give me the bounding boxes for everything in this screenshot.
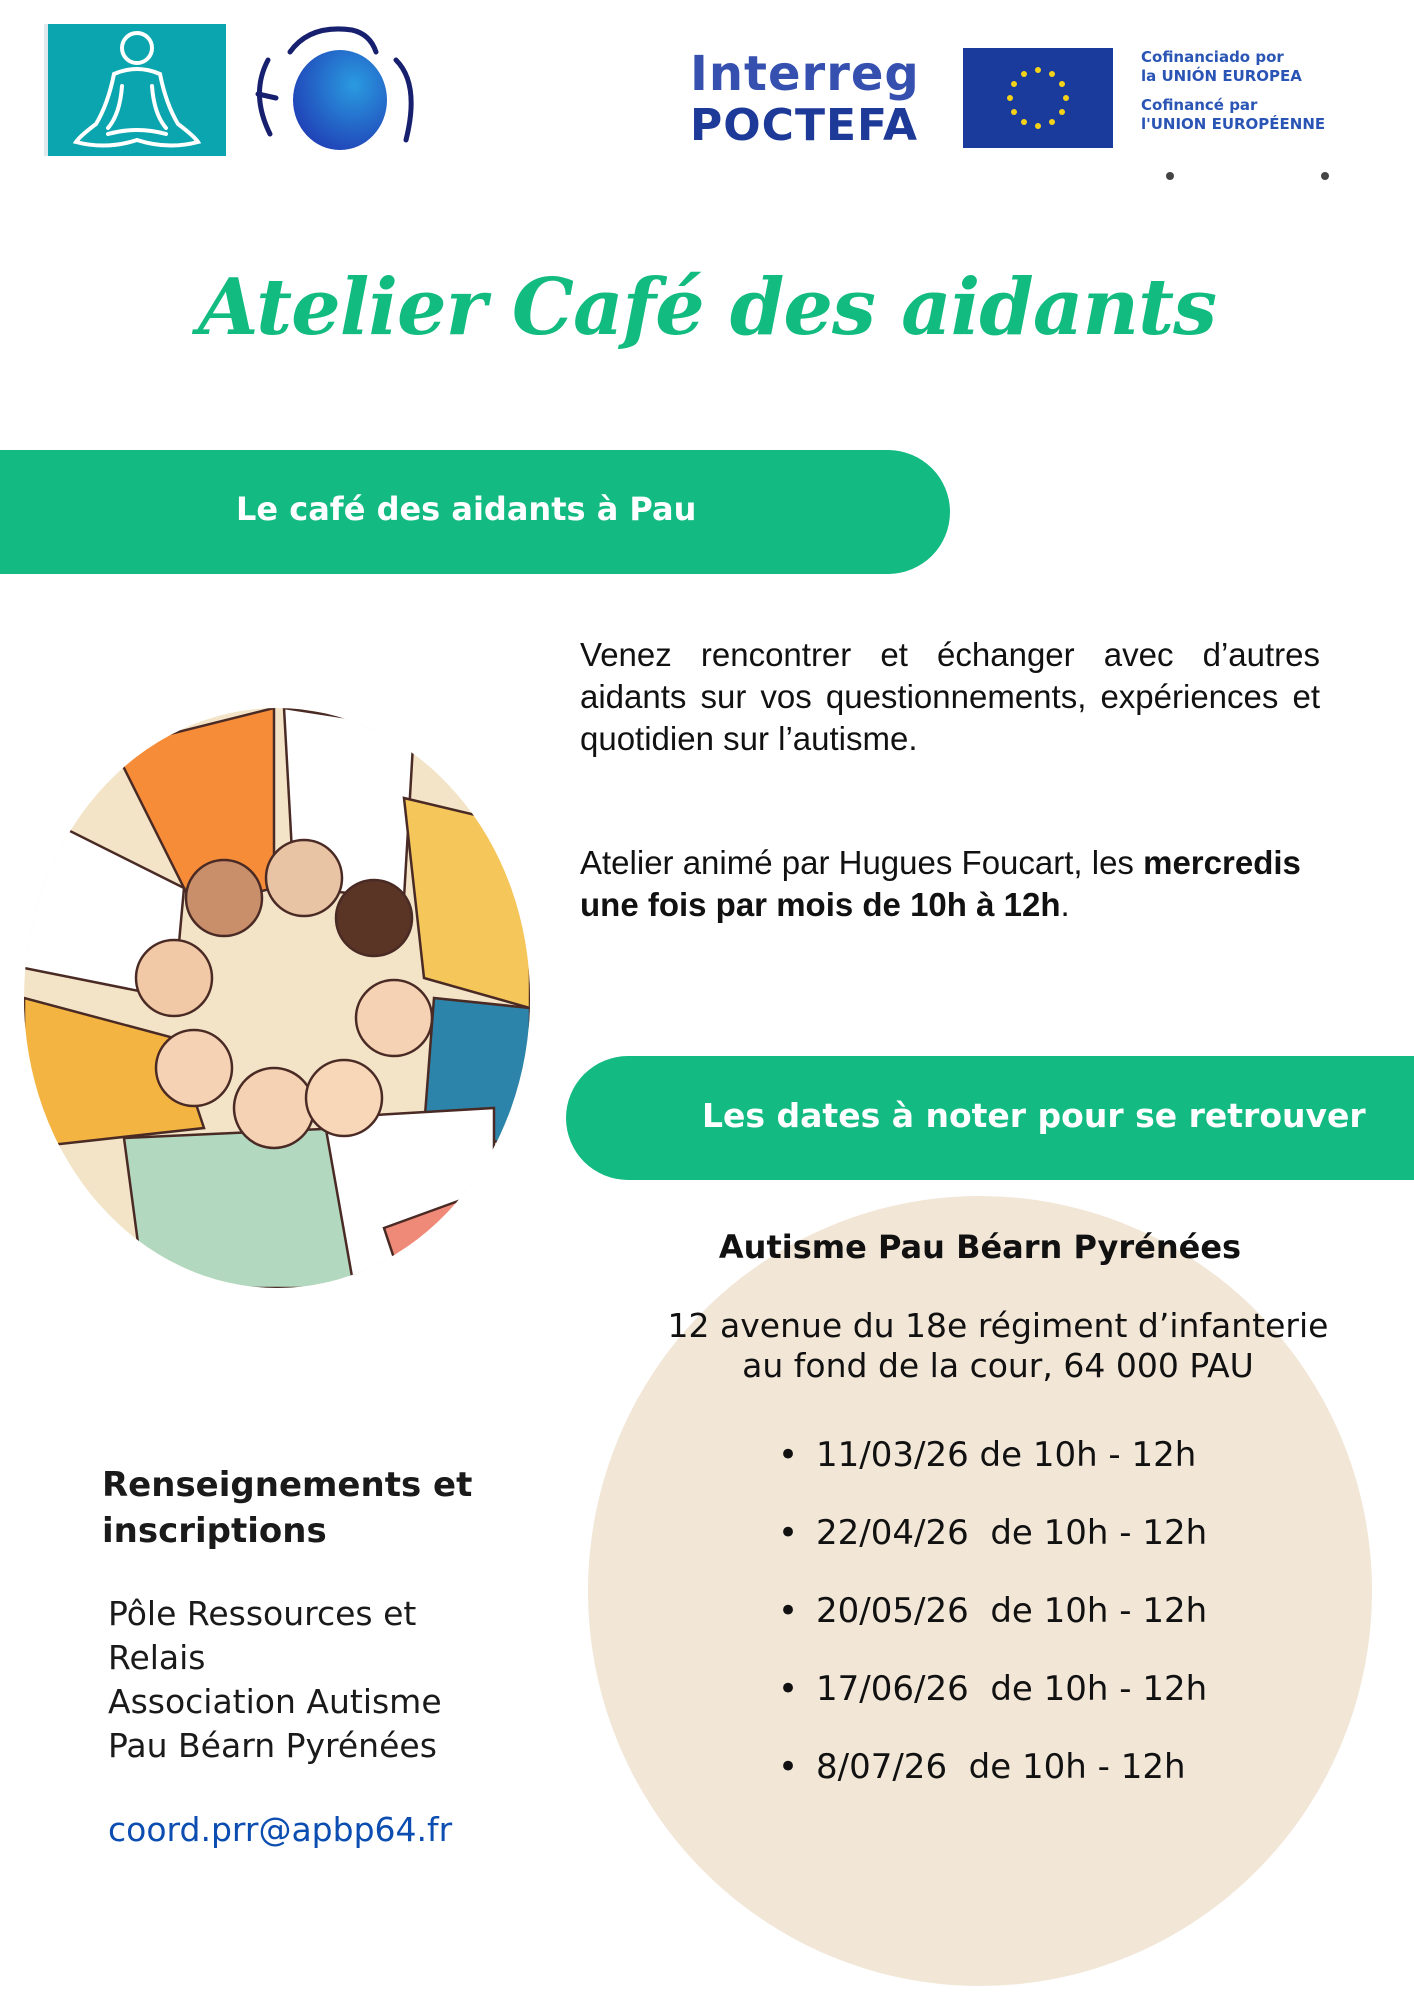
eu-text-es-2: la UNIÓN EUROPEA	[1141, 67, 1302, 85]
contact-line: Pôle Ressources et	[108, 1594, 417, 1633]
interreg-label: Interreg	[690, 46, 920, 102]
date-item: • 17/06/26 de 10h - 12h	[778, 1664, 1207, 1742]
decorative-dot	[1321, 172, 1329, 180]
meditation-figure-icon	[48, 24, 226, 156]
contact-heading-line-2: inscriptions	[102, 1511, 327, 1551]
date-item: • 22/04/26 de 10h - 12h	[778, 1508, 1207, 1586]
contact-email-link[interactable]: coord.prr@apbp64.fr	[108, 1810, 453, 1849]
date-item: • 11/03/26 de 10h - 12h	[778, 1430, 1207, 1508]
globe-logo	[240, 24, 446, 156]
interreg-poctefa-logo	[690, 48, 920, 152]
dates-list	[778, 1430, 1207, 1820]
eu-cofunding-text	[1141, 48, 1325, 134]
schedule-period: .	[1060, 886, 1070, 923]
decorative-dot	[1166, 172, 1174, 180]
eu-text-fr-2: l'UNION EUROPÉENNE	[1141, 115, 1326, 133]
section-banner-label: Le café des aidants à Pau	[236, 490, 697, 528]
contact-line: Association Autisme	[108, 1682, 442, 1721]
contact-heading	[102, 1462, 472, 1554]
contact-line: Pau Béarn Pyrénées	[108, 1726, 437, 1765]
date-item: • 8/07/26 de 10h - 12h	[778, 1742, 1207, 1820]
meditation-logo	[44, 24, 226, 156]
section-banner-label: Les dates à noter pour se retrouver	[702, 1096, 1366, 1135]
schedule-highlight: mercredis une fois par mois de 10h à 12h	[580, 844, 1301, 923]
eu-stars-icon	[963, 48, 1113, 148]
address-line-2: au fond de la cour, 64 000 PAU	[742, 1346, 1254, 1385]
address-line-1: 12 avenue du 18e régiment d’infanterie	[667, 1306, 1329, 1345]
schedule-text: Atelier animé par Hugues Foucart, les	[580, 844, 1144, 881]
venue-address	[588, 1306, 1408, 1386]
globe-dolphins-icon	[240, 24, 446, 156]
eu-text-es-1: Cofinanciado por	[1141, 48, 1284, 66]
contact-heading-line-1: Renseignements et	[102, 1465, 473, 1505]
contact-organization	[108, 1592, 442, 1768]
intro-paragraph: Venez rencontrer et échanger avec d’autres aidants sur vos questionnements, expériences et quotidien sur l’autisme.	[580, 636, 1320, 757]
people-circle-illustration	[24, 708, 530, 1288]
schedule-paragraph	[580, 842, 1320, 926]
section-banner-cafe-pau	[0, 450, 950, 574]
poctefa-label: POCTEFA	[690, 100, 919, 151]
venue-name: Autisme Pau Béarn Pyrénées	[718, 1228, 1242, 1266]
page-title: Atelier Café des aidants	[197, 262, 1217, 353]
group-of-people-icon	[24, 708, 530, 1288]
date-item: • 20/05/26 de 10h - 12h	[778, 1586, 1207, 1664]
contact-line: Relais	[108, 1638, 206, 1677]
section-banner-dates	[566, 1056, 1414, 1180]
eu-flag-icon	[963, 48, 1113, 148]
eu-text-fr-1: Cofinancé par	[1141, 96, 1258, 114]
